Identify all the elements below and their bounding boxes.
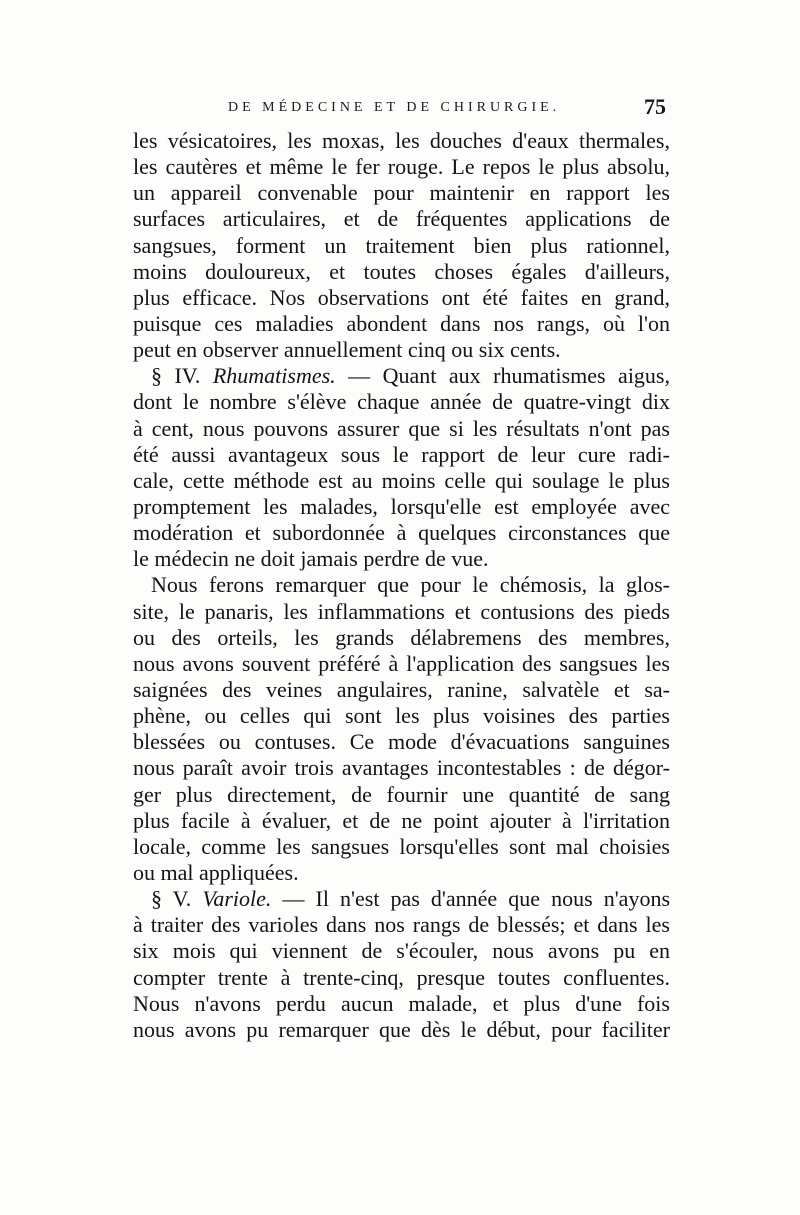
text-line: Nous n'avons perdu aucun malade, et plus d'une fois — [133, 990, 670, 1016]
running-title: DE MÉDECINE ET DE CHIRURGIE. — [228, 100, 561, 115]
text-line: Nous ferons remarquer que pour le chémosis, la glos- — [151, 572, 670, 598]
text-line: plus facile à évaluer, et de ne point ajouter à l'irritation — [133, 807, 670, 833]
text-line: site, le panaris, les inflammations et contusions des pieds — [133, 598, 670, 624]
text-line: blessées ou contuses. Ce mode d'évacuations sanguines — [133, 729, 670, 755]
text-line: ou des orteils, les grands délabremens des membres, — [133, 624, 670, 650]
text-line: à traiter des varioles dans nos rangs de blessés; et dans les — [133, 912, 670, 938]
text-line: nous paraît avoir trois avantages incontestables : de dégor- — [133, 755, 670, 781]
body-text — [133, 128, 670, 1043]
em-dash: — — [348, 363, 371, 389]
em-dash: — — [282, 886, 305, 912]
section-lead-in: Rhumatismes. — [212, 363, 336, 389]
text-line: plus efficace. Nos observations ont été faites en grand, — [133, 284, 670, 310]
paragraph-saignees — [133, 572, 670, 886]
text-line: les vésicatoires, les moxas, les douches d'eaux thermales, — [133, 128, 670, 153]
text-line: six mois qui viennent de s'écouler, nous avons pu en — [133, 938, 670, 964]
text-line: locale, comme les sangsues lorsqu'elles sont mal choisies — [133, 833, 670, 859]
running-header — [133, 94, 666, 124]
text-line: ger plus directement, de fournir une quantité de sang — [133, 781, 670, 807]
text-line: compter trente à trente-cinq, presque toutes confluentes. — [133, 964, 670, 990]
text-line: surfaces articulaires, et de fréquentes applications de — [133, 206, 670, 232]
section-mark: § V. — [151, 886, 192, 912]
section-lead-in: Variole. — [202, 886, 272, 912]
section-heading-line — [133, 363, 670, 389]
page-number: 75 — [644, 94, 666, 119]
text-line: sangsues, forment un traitement bien plus rationnel, — [133, 232, 670, 258]
text-line: promptement les malades, lorsqu'elle est employée avec — [133, 493, 670, 519]
text-line: modération et subordonnée à quelques circonstances que — [133, 520, 670, 546]
section-heading-line — [133, 886, 670, 912]
text-line: dont le nombre s'élève chaque année de quatre-vingt dix — [133, 389, 670, 415]
text-line: cale, cette méthode est au moins celle qui soulage le plus — [133, 467, 670, 493]
text-line: puisque ces maladies abondent dans nos rangs, où l'on — [133, 310, 670, 336]
text-line: moins douloureux, et toutes choses égales d'ailleurs, — [133, 258, 670, 284]
text-line: été aussi avantageux sous le rapport de leur cure radi- — [133, 441, 670, 467]
text-line: les cautères et même le fer rouge. Le repos le plus absolu, — [133, 154, 670, 180]
text-line: phène, ou celles qui sont les plus voisines des parties — [133, 703, 670, 729]
text-line: nous avons souvent préféré à l'application des sangsues les — [133, 650, 670, 676]
text-line: peut en observer annuellement cinq ou six cents. — [133, 337, 561, 363]
text-line: un appareil convenable pour maintenir en rapport les — [133, 180, 670, 206]
text-line: saignées des veines angulaires, ranine, salvatèle et sa- — [133, 676, 670, 702]
text-fragment: Il n'est pas d'année que nous n'ayons — [315, 886, 671, 912]
text-line: le médecin ne doit jamais perdre de vue. — [133, 546, 489, 572]
text-line: ou mal appliquées. — [133, 859, 299, 885]
section-mark: § IV. — [151, 363, 201, 389]
paragraph-continuation — [133, 128, 670, 363]
section-variole — [133, 886, 670, 1043]
text-fragment: Quant aux rhumatismes aigus, — [382, 363, 670, 389]
text-line: à cent, nous pouvons assurer que si les résultats n'ont pas — [133, 415, 670, 441]
section-rhumatismes — [133, 363, 670, 572]
text-line: nous avons pu remarquer que dès le début, pour faciliter — [133, 1016, 670, 1042]
